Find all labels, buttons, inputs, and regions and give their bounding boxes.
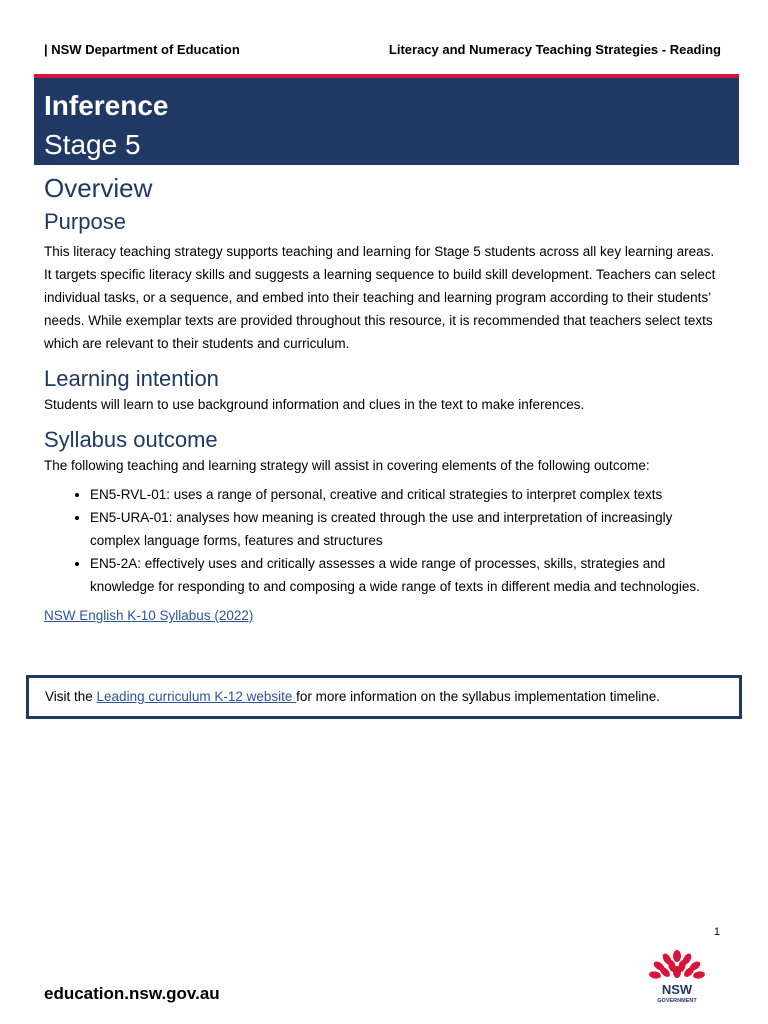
outcome-list — [44, 483, 724, 598]
learning-intention-heading: Learning intention — [44, 366, 219, 391]
page-number: 1 — [713, 926, 720, 938]
main-content — [44, 172, 724, 627]
header-department: | NSW Department of Education — [44, 42, 240, 57]
callout-suffix: for more information on the syllabus implementation timeline. — [296, 689, 661, 704]
header-document-title: Literacy and Numeracy Teaching Strategies - Reading — [388, 42, 721, 57]
syllabus-outcome-intro: The following teaching and learning strategy will assist in covering elements of the following outcome: — [44, 458, 650, 473]
callout-box — [26, 675, 742, 719]
logo-text: NSW — [661, 982, 693, 997]
outcome-item: • EN5-RVL-01: uses a range of personal, creative and critical strategies to interpret complex texts — [90, 483, 724, 506]
logo-subtext: GOVERNMENT — [657, 998, 697, 1004]
outcome-item: • EN5-URA-01: analyses how meaning is created through the use and interpretation of increasingly complex language forms, features and structures — [90, 506, 724, 552]
leading-curriculum-link[interactable]: Leading curriculum K-12 website — [96, 689, 297, 704]
page-title: Inference — [44, 90, 169, 121]
purpose-heading: Purpose — [44, 209, 126, 234]
page-subtitle: Stage 5 — [44, 129, 141, 160]
overview-heading: Overview — [44, 173, 153, 203]
nsw-government-logo — [648, 950, 706, 1006]
syllabus-outcome-heading: Syllabus outcome — [44, 427, 218, 452]
learning-intention-text: Students will learn to use background information and clues in the text to make inferences. — [44, 397, 585, 412]
waratah-icon — [648, 950, 706, 1006]
callout-text — [45, 686, 660, 708]
syllabus-link[interactable]: NSW English K-10 Syllabus (2022) — [44, 608, 254, 623]
footer-website: education.nsw.gov.au — [44, 984, 220, 1003]
outcome-item: • EN5-2A: effectively uses and critically assesses a wide range of processes, skills, strategies and knowledge for responding to and composing a wide range of texts in different media and technologies. — [90, 552, 724, 598]
purpose-text: This literacy teaching strategy supports teaching and learning for Stage 5 students across all key learning areas. It targets specific literacy skills and suggests a learning sequence to build skill development. Teachers can select individual tasks, or a sequence, and embed into their teaching and learning program according to their students’ needs. While exemplar texts are provided throughout this resource, it is recommended that teachers select texts which are relevant to their students and curriculum. — [44, 244, 716, 351]
title-banner — [34, 74, 739, 165]
callout-prefix: Visit the — [45, 689, 97, 704]
